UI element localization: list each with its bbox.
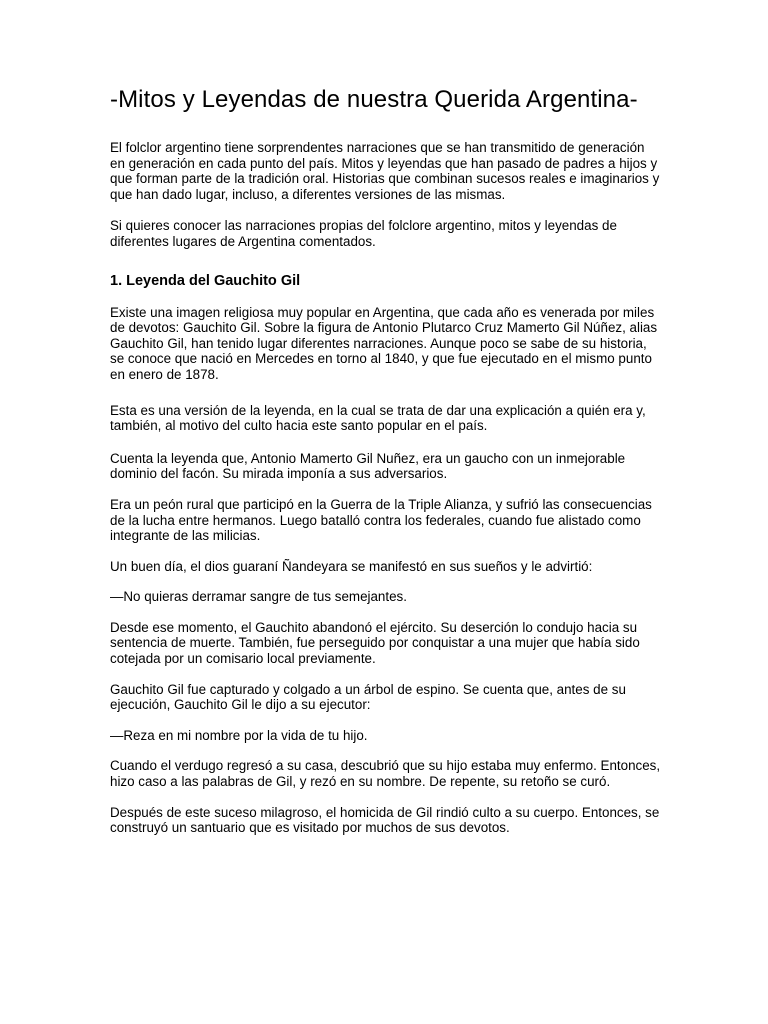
document-page xyxy=(110,84,662,851)
intro-paragraph-2: Si quieres conocer las narraciones propias del folclore argentino, mitos y leyendas de diferentes lugares de Argentina comentados. xyxy=(110,218,617,249)
section-paragraph: Gauchito Gil fue capturado y colgado a un árbol de espino. Se cuenta que, antes de su ejecución, Gauchito Gil le dijo a su ejecutor: xyxy=(110,681,626,713)
section-paragraph: Un buen día, el dios guaraní Ñandeyara se manifestó en sus sueños y le advirtió: xyxy=(110,558,593,574)
section-heading-gauchito-gil: 1. Leyenda del Gauchito Gil xyxy=(110,272,301,289)
intro-paragraph-1: El folclor argentino tiene sorprendentes narraciones que se han transmitido de generación en generación en cada punto del país. Mitos y leyendas que han pasado de padres a hijos y que forman parte de la tradición oral. Historias que combinan sucesos reales e imaginarios y que han dado lugar, incluso, a diferentes versiones de las mismas. xyxy=(110,140,660,202)
section-paragraph: Esta es una versión de la leyenda, en la cual se trata de dar una explicación a quién era y, también, al motivo del culto hacia este santo popular en el país. xyxy=(110,402,646,434)
section-paragraph: Cuando el verdugo regresó a su casa, descubrió que su hijo estaba muy enfermo. Entonces, hizo caso a las palabras de Gil, y rezó en su nombre. De repente, su retoño se curó. xyxy=(110,758,661,790)
document-title: -Mitos y Leyendas de nuestra Querida Argentina- xyxy=(110,86,638,113)
section-paragraph: Cuenta la leyenda que, Antonio Mamerto Gil Nuñez, era un gaucho con un inmejorable dominio del facón. Su mirada imponía a sus adversarios. xyxy=(110,450,626,482)
section-paragraph: Existe una imagen religiosa muy popular en Argentina, que cada año es venerada por miles de devotos: Gauchito Gil. Sobre la figura de Antonio Plutarco Cruz Mamerto Gil Núñez, alias Gauchito Gil, han tenido lugar diferentes narraciones. Aunque poco se sabe de su historia, se conoce que nació en Mercedes en torno al 1840, y que fue ejecutado en el mismo punto en enero de 1878. xyxy=(110,304,658,382)
dialogue-line: —No quieras derramar sangre de tus semejantes. xyxy=(110,589,407,605)
section-paragraph: Después de este suceso milagroso, el homicida de Gil rindió culto a su cuerpo. Entonces, se construyó un santuario que es visitado por muchos de sus devotos. xyxy=(110,804,660,836)
dialogue-line: —Reza en mi nombre por la vida de tu hijo. xyxy=(110,727,368,743)
section-paragraph: Desde ese momento, el Gauchito abandonó el ejército. Su deserción lo condujo hacia su sentencia de muerte. También, fue perseguido por conquistar a una mujer que había sido cotejada por un comisario local previamente. xyxy=(110,619,640,667)
section-paragraph: Era un peón rural que participó en la Guerra de la Triple Alianza, y sufrió las consecuencias de la lucha entre hermanos. Luego batalló contra los federales, cuando fue alistado como integrante de las milicias. xyxy=(110,496,652,544)
